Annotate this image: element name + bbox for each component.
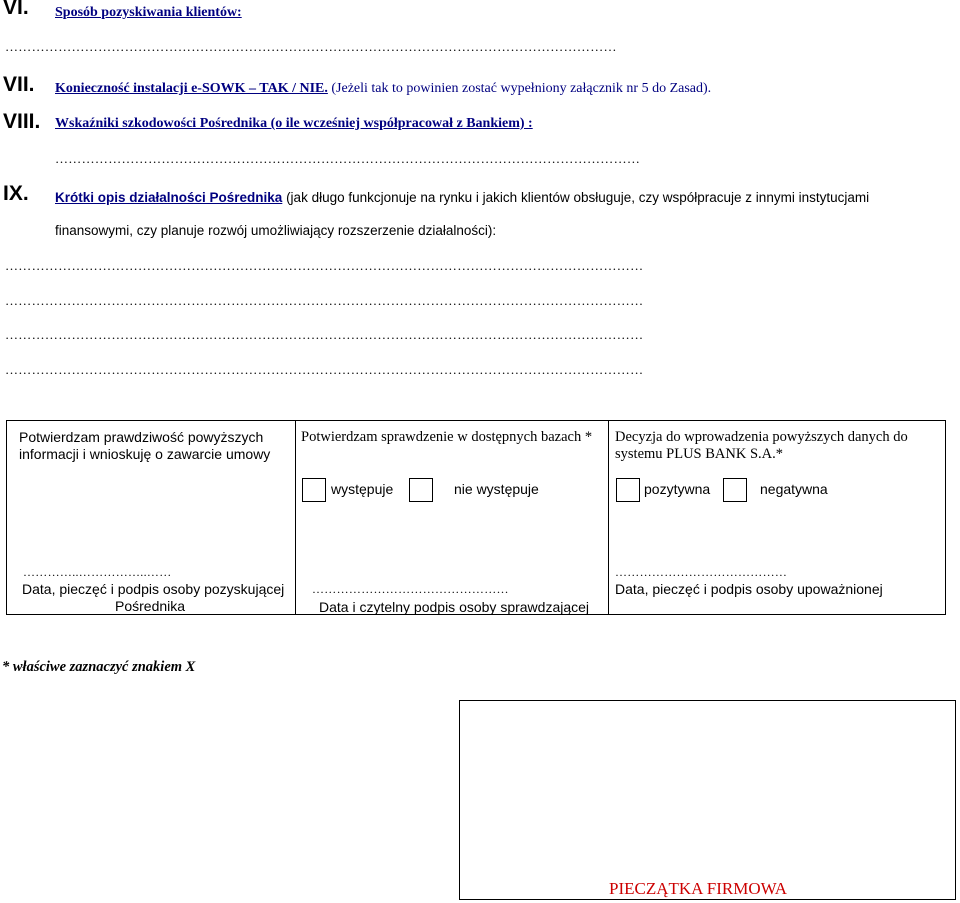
section-number-vii: VII. <box>3 73 35 96</box>
confirm-text-3: Decyzja do wprowadzenia powyższych danych do systemu PLUS BANK S.A.* <box>615 429 908 462</box>
signature-label-1b: Pośrednika <box>115 598 186 614</box>
footnote: * właściwe zaznaczyć znakiem X <box>2 659 196 675</box>
answer-line-ix-3[interactable]: ……………………………………………………………………………………………………………………………… <box>5 327 644 342</box>
company-stamp-box[interactable] <box>459 700 956 900</box>
signature-label-2: Data i czytelny podpis osoby sprawdzającej <box>319 599 590 615</box>
checkbox-negatywna[interactable] <box>723 478 747 502</box>
checkbox-wystepuje[interactable] <box>302 478 326 502</box>
section-title-vii: Konieczność instalacji e-SOWK – TAK / NIE. <box>55 81 328 96</box>
signature-label-3: Data, pieczęć i podpis osoby upoważnionej <box>615 581 883 597</box>
section-note-vii: (Jeżeli tak to powinien zostać wypełniony załącznik nr 5 do Zasad). <box>327 81 712 96</box>
confirm-cell-2 <box>296 421 609 615</box>
checkbox-pozytywna[interactable] <box>616 478 640 502</box>
section-text-ix-line2: finansowymi, czy planuje rozwój umożliwiający rozszerzenie działalności): <box>55 223 497 238</box>
signature-line-3[interactable]: …………………………………… <box>615 565 788 579</box>
label-nie-wystepuje: nie występuje <box>454 481 539 497</box>
label-wystepuje: występuje <box>331 481 394 497</box>
stamp-label: PIECZĄTKA FIRMOWA <box>609 879 788 898</box>
signature-line-1[interactable]: …………..……………..…… <box>23 565 172 579</box>
confirm-text-2: Potwierdzam sprawdzenie w dostępnych bazach * <box>301 429 593 445</box>
section-title-vi: Sposób pozyskiwania klientów: <box>55 5 242 20</box>
signature-line-2[interactable]: ………………………………………… <box>312 582 509 596</box>
checkbox-nie-wystepuje[interactable] <box>409 478 433 502</box>
confirmation-table <box>6 420 946 615</box>
answer-line-viii[interactable]: …………………………………………………………………………………………………………………… <box>55 151 641 166</box>
answer-line-ix-1[interactable]: ……………………………………………………………………………………………………………………………… <box>5 258 644 273</box>
section-title-viii: Wskaźniki szkodowości Pośrednika (o ile wcześniej współpracował z Bankiem) : <box>55 116 533 131</box>
confirm-cell-1 <box>7 421 296 615</box>
section-title-ix: Krótki opis działalności Pośrednika <box>55 190 283 205</box>
answer-line-ix-2[interactable]: ……………………………………………………………………………………………………………………………… <box>5 293 644 308</box>
answer-line-ix-4[interactable]: ……………………………………………………………………………………………………………………………… <box>5 362 644 377</box>
answer-line-vi[interactable]: ………………………………………………………………………………………………………………………… <box>5 39 617 54</box>
label-negatywna: negatywna <box>760 481 828 497</box>
confirm-text-1: Potwierdzam prawdziwość powyższych informacji i wnioskuję o zawarcie umowy <box>19 429 271 462</box>
section-number-vi: VI. <box>3 0 29 19</box>
signature-label-1: Data, pieczęć i podpis osoby pozyskującej <box>22 581 285 597</box>
label-pozytywna: pozytywna <box>644 481 711 497</box>
confirm-cell-3 <box>609 421 946 615</box>
section-number-ix: IX. <box>3 182 29 205</box>
section-text-ix-line1: (jak długo funkcjonuje na rynku i jakich klientów obsługuje, czy współpracuje z innymi instytucjami <box>282 190 870 205</box>
section-number-viii: VIII. <box>3 110 41 133</box>
